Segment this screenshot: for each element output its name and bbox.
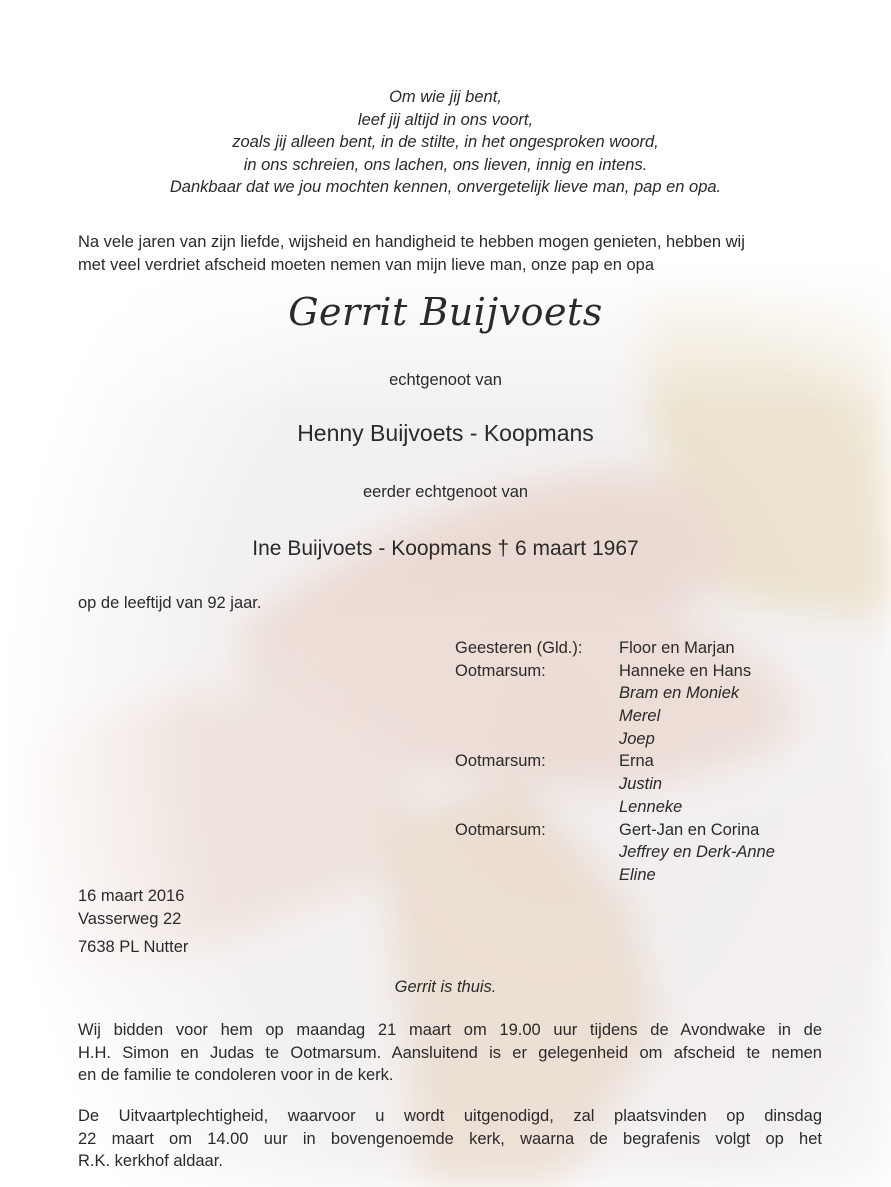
intro-line: Na vele jaren van zijn liefde, wijsheid en handigheid te hebben mogen genieten, hebben wij <box>78 233 745 251</box>
paragraph-line: en de familie te condoleren voor in de kerk. <box>78 1066 394 1084</box>
family-location <box>455 705 619 728</box>
grandchild-names: Justin <box>619 775 663 794</box>
poem-line: zoals jij alleen bent, in de stilte, in het ongesproken woord, <box>232 133 659 151</box>
funeral-paragraph <box>78 1105 822 1173</box>
family-row <box>455 819 775 842</box>
family-row <box>455 660 775 683</box>
grandchild-names: Joep <box>619 729 655 748</box>
family-names: Erna <box>619 752 654 771</box>
family-names: Floor en Marjan <box>619 639 735 657</box>
family-list <box>455 637 775 887</box>
deceased-name: Gerrit Buijvoets <box>288 290 603 334</box>
family-row <box>455 864 775 887</box>
wake-paragraph <box>78 1019 822 1087</box>
family-row <box>455 705 775 728</box>
memorial-poem <box>0 86 891 199</box>
paragraph-line: Wij bidden voor hem op maandag 21 maart om 19.00 uur tijdens de Avondwake in de <box>78 1021 822 1039</box>
family-location: Geesteren (Gld.): <box>455 639 583 657</box>
family-row <box>455 841 775 864</box>
family-row <box>455 728 775 751</box>
family-location: Ootmarsum: <box>455 752 546 771</box>
intro-text <box>78 231 818 276</box>
family-row <box>455 796 775 819</box>
family-row <box>455 750 775 773</box>
family-location: Ootmarsum: <box>455 661 546 680</box>
grandchild-names: Bram en Moniek <box>619 684 740 703</box>
home-note: Gerrit is thuis. <box>394 978 497 996</box>
spouse-name: Henny Buijvoets - Koopmans <box>297 420 594 446</box>
grandchild-names: Eline <box>619 865 656 884</box>
paragraph-line: H.H. Simon en Judas te Ootmarsum. Aansluitend is er gelegenheid om afscheid te nemen <box>78 1043 822 1062</box>
street-address: Vasserweg 22 <box>78 909 182 928</box>
poem-line: in ons schreien, ons lachen, ons lieven, innig en intens. <box>243 155 648 174</box>
grandchild-names: Jeffrey en Derk-Anne <box>619 843 775 862</box>
family-location: Ootmarsum: <box>455 820 546 839</box>
family-location <box>455 864 619 887</box>
postal-address: 7638 PL Nutter <box>78 938 189 956</box>
family-location <box>455 773 619 796</box>
age-text: op de leeftijd van 92 jaar. <box>78 594 262 612</box>
intro-line: met veel verdriet afscheid moeten nemen van mijn lieve man, onze pap en opa <box>78 255 654 274</box>
previous-relation-label: eerder echtgenoot van <box>362 483 529 501</box>
correspondence-address <box>78 885 188 959</box>
paragraph-line: R.K. kerkhof aldaar. <box>78 1152 223 1170</box>
paragraph-line: 22 maart om 14.00 uur in bovengenoemde kerk, waarna de begrafenis volgt op het <box>78 1129 822 1148</box>
family-row <box>455 682 775 705</box>
poem-line: Om wie jij bent, <box>389 88 502 106</box>
family-row <box>455 637 775 660</box>
notice-date: 16 maart 2016 <box>78 887 185 905</box>
family-location <box>455 682 619 705</box>
relation-label: echtgenoot van <box>389 371 502 389</box>
poem-line: Dankbaar dat we jou mochten kennen, onvergetelijk lieve man, pap en opa. <box>169 178 722 196</box>
poem-line: leef jij altijd in ons voort, <box>357 110 534 129</box>
family-names: Hanneke en Hans <box>619 661 752 680</box>
grandchild-names: Lenneke <box>619 797 683 816</box>
grandchild-names: Merel <box>619 707 661 726</box>
paragraph-line: De Uitvaartplechtigheid, waarvoor u wordt uitgenodigd, zal plaatsvinden op dinsdag <box>78 1107 822 1125</box>
family-location <box>455 841 619 864</box>
family-row <box>455 773 775 796</box>
family-names: Gert-Jan en Corina <box>619 820 760 839</box>
previous-spouse-name: Ine Buijvoets - Koopmans † 6 maart 1967 <box>252 537 639 560</box>
family-location <box>455 728 619 751</box>
family-location <box>455 796 619 819</box>
